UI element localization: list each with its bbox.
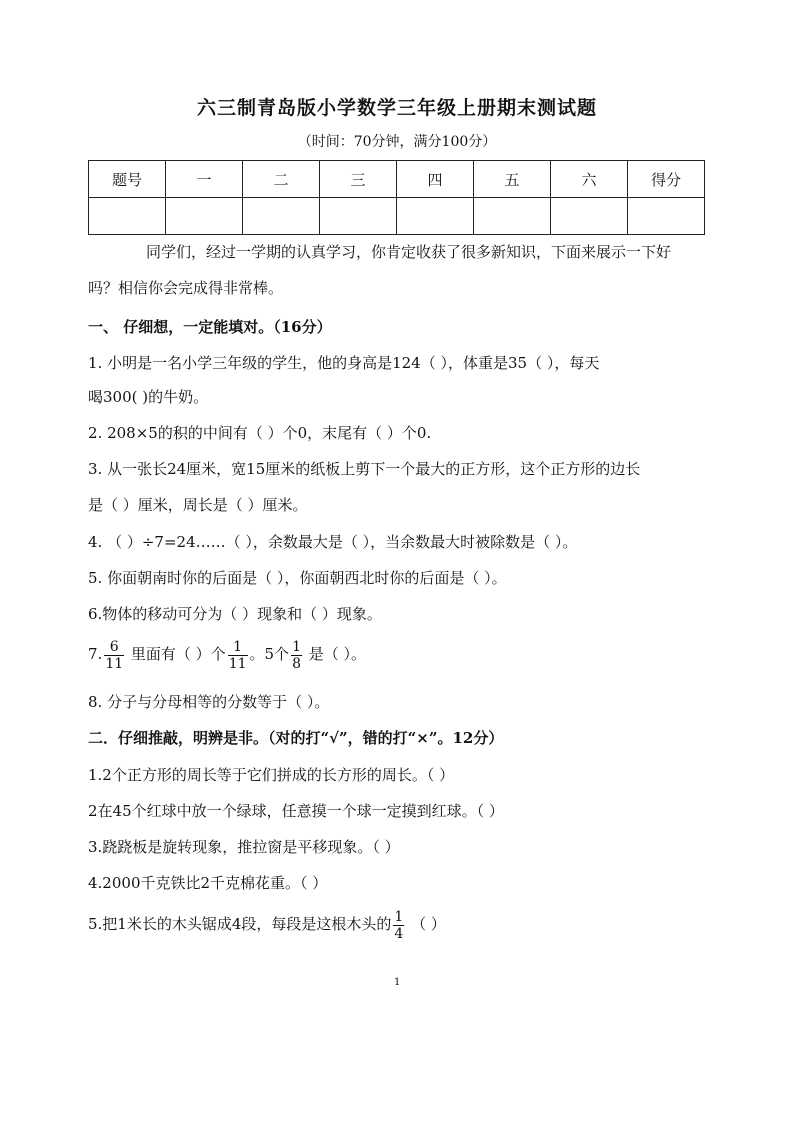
question-2-1: 1.2个正方形的周长等于它们拼成的长方形的周长。（ ） — [88, 766, 455, 784]
question-1-6: 6.物体的移动可分为（ ）现象和（ ）现象。 — [88, 605, 382, 623]
question-1-5: 5. 你面朝南时你的后面是（ ），你面朝西北时你的后面是（ ）。 — [88, 569, 507, 587]
score-table-blank-row — [89, 198, 705, 235]
score-blank-cell[interactable] — [320, 198, 397, 235]
question-1-7-mid-2: 。5个 — [249, 645, 290, 663]
fraction-1-8 — [291, 639, 302, 672]
question-1-7-suffix: 是（ ）。 — [303, 645, 367, 663]
question-2-4: 4.2000千克铁比2千克棉花重。（ ） — [88, 874, 328, 892]
score-blank-cell[interactable] — [397, 198, 474, 235]
score-header-cell: 三 — [320, 161, 397, 198]
score-blank-cell[interactable] — [474, 198, 551, 235]
score-blank-cell[interactable] — [166, 198, 243, 235]
fraction-1-4 — [393, 909, 404, 942]
question-2-5 — [88, 902, 446, 946]
fraction-1-11 — [228, 639, 248, 672]
section-1-heading: 一、 仔细想，一定能填对。（16分） — [88, 318, 332, 336]
score-header-cell: 四 — [397, 161, 474, 198]
score-blank-cell[interactable] — [628, 198, 705, 235]
fraction-numerator: 1 — [292, 638, 301, 655]
question-2-5-suffix: （ ） — [406, 915, 446, 933]
section-2-heading: 二．仔细推敲，明辨是非。（对的打“√”，错的打“×”。12分） — [88, 729, 504, 747]
fraction-denominator: 11 — [228, 655, 247, 672]
question-2-3: 3.跷跷板是旋转现象，推拉窗是平移现象。（ ） — [88, 838, 400, 856]
intro-line-1: 同学们，经过一学期的认真学习，你肯定收获了很多新知识，下面来展示一下好 — [146, 243, 672, 261]
score-header-cell: 题号 — [89, 161, 166, 198]
question-2-2: 2在45个红球中放一个绿球，任意摸一个球一定摸到红球。（ ） — [88, 802, 504, 820]
score-table — [88, 160, 705, 235]
question-1-7-mid-1: 里面有（ ）个 — [126, 645, 226, 663]
fraction-numerator: 6 — [104, 639, 124, 656]
question-1-7-prefix: 7. — [88, 645, 103, 663]
intro-line-2: 吗？相信你会完成得非常棒。 — [88, 279, 284, 297]
question-1-7 — [88, 632, 366, 676]
question-1-1-line-2: 喝300( )的牛奶。 — [88, 388, 209, 406]
page-title: 六三制青岛版小学数学三年级上册期末测试题 — [196, 97, 597, 119]
score-blank-cell[interactable] — [89, 198, 166, 235]
question-1-2: 2. 208×5的积的中间有（ ）个0，末尾有（ ）个0. — [88, 424, 432, 442]
question-2-5-text: 5.把1米长的木头锯成4段，每段是这根木头的 — [88, 915, 392, 933]
page-subtitle: （时间：70分钟，满分100分） — [297, 134, 497, 150]
score-table-header-row — [89, 161, 705, 198]
fraction-numerator: 1 — [394, 908, 404, 925]
question-1-3-line-2: 是（ ）厘米，周长是（ ）厘米。 — [88, 496, 308, 514]
page-number: 1 — [394, 977, 401, 988]
fraction-denominator: 8 — [292, 655, 301, 672]
question-1-3-line-1: 3. 从一张长24厘米，宽15厘米的纸板上剪下一个最大的正方形，这个正方形的边长 — [88, 460, 641, 478]
score-header-cell: 六 — [551, 161, 628, 198]
score-header-cell: 一 — [166, 161, 243, 198]
question-1-4: 4. （ ）÷7=24……（ ），余数最大是（ ），当余数最大时被除数是（ ）。 — [88, 533, 578, 551]
question-1-8: 8. 分子与分母相等的分数等于（ ）。 — [88, 693, 330, 711]
score-blank-cell[interactable] — [551, 198, 628, 235]
score-header-cell: 二 — [243, 161, 320, 198]
fraction-denominator: 4 — [394, 925, 404, 942]
fraction-numerator: 1 — [228, 639, 248, 656]
score-blank-cell[interactable] — [243, 198, 320, 235]
fraction-denominator: 11 — [105, 655, 124, 672]
question-1-1-line-1: 1. 小明是一名小学三年级的学生，他的身高是124（ ），体重是35（ ），每天 — [88, 354, 600, 372]
score-header-cell: 五 — [474, 161, 551, 198]
score-header-cell: 得分 — [628, 161, 705, 198]
fraction-6-11 — [104, 639, 124, 672]
